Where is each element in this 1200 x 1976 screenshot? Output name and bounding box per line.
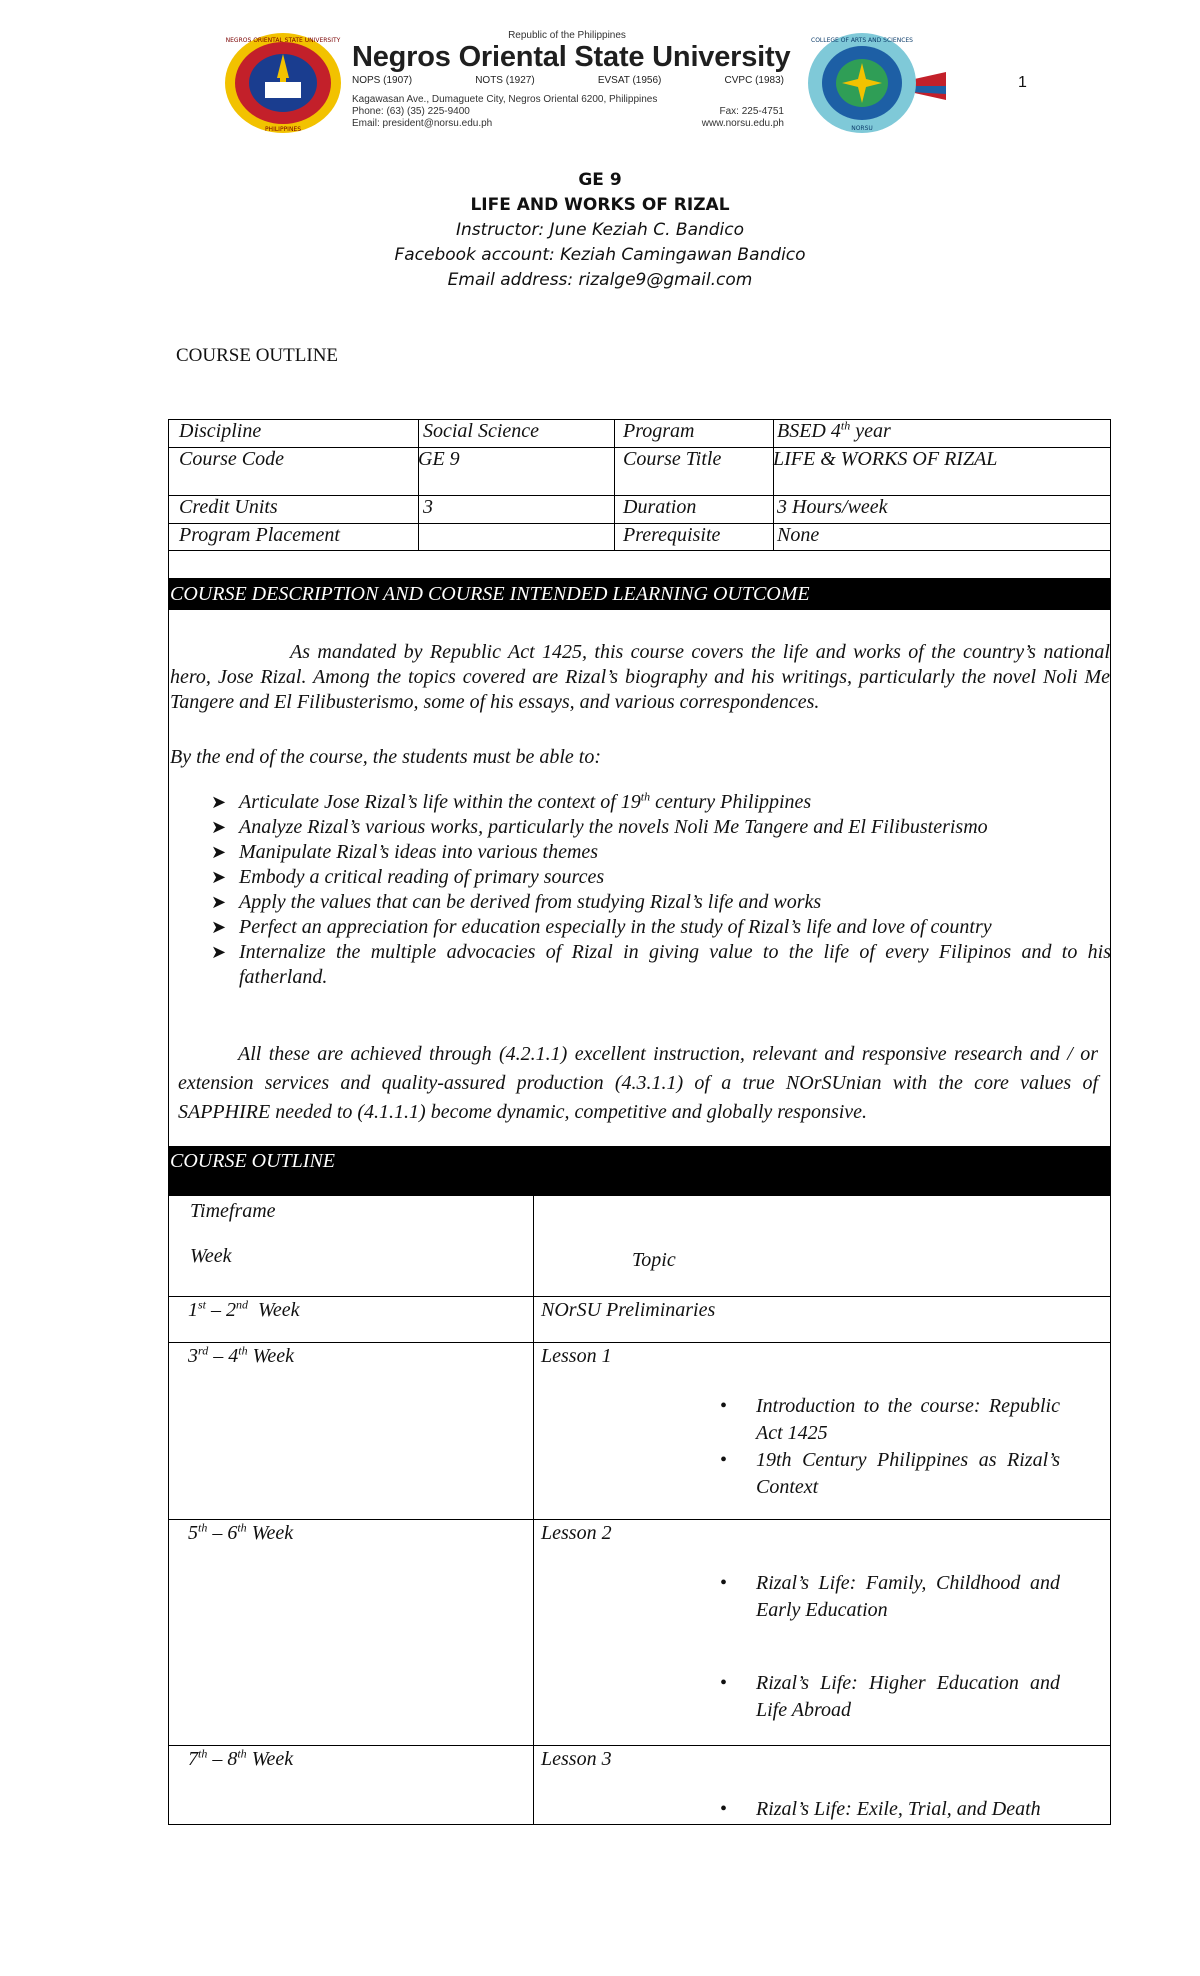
- list-item: • Rizal’s Life: Exile, Trial, and Death: [720, 1796, 1080, 1823]
- learning-outcomes-list: [211, 790, 1111, 990]
- table-rule: [614, 419, 615, 550]
- address-block: [352, 94, 792, 130]
- row-topic: NOrSU Preliminaries: [541, 1299, 716, 1321]
- seal-bottom-text: NORSU: [851, 125, 873, 132]
- bullet-icon: •: [720, 1395, 728, 1417]
- week-header: Week: [190, 1245, 232, 1267]
- course-name-heading: LIFE AND WORKS OF RIZAL: [470, 195, 730, 215]
- outline-header: COURSE OUTLINE: [170, 1150, 336, 1172]
- description-header-bar: [168, 578, 1111, 610]
- program-label: Program: [623, 420, 695, 442]
- list-item: ➤ Apply the values that can be derived from studying Rizal’s life and works: [211, 891, 822, 913]
- description-header: COURSE DESCRIPTION AND COURSE INTENDED LEARNING OUTCOME: [170, 583, 810, 605]
- email-line: Email: president@norsu.edu.ph: [352, 118, 493, 129]
- list-item: ➤ Perfect an appreciation for education especially in the study of Rizal’s life and love of country: [211, 916, 992, 938]
- course-code-heading: GE 9: [578, 170, 622, 190]
- outcomes-lead: By the end of the course, the students must be able to:: [170, 746, 602, 768]
- list-item: ➤ Manipulate Rizal’s ideas into various themes: [211, 841, 599, 863]
- lesson-topics-list: [720, 1570, 1060, 1724]
- lesson-topics-list: [720, 1393, 1060, 1501]
- bullet-icon: •: [720, 1449, 728, 1471]
- college-seal-logo: [806, 30, 946, 136]
- topic-header: Topic: [632, 1249, 676, 1271]
- table-rule: [168, 1296, 1111, 1297]
- course-code-value: GE 9: [418, 448, 460, 470]
- university-seal-logo: [222, 30, 344, 136]
- list-item: • Rizal’s Life: Higher Education and Life Abroad: [720, 1672, 1060, 1721]
- bullet-icon: •: [720, 1798, 728, 1820]
- bullet-icon: •: [720, 1572, 728, 1594]
- website-line: www.norsu.edu.ph: [701, 118, 784, 129]
- seal-ring-text: NEGROS ORIENTAL STATE UNIVERSITY: [225, 37, 341, 44]
- prerequisite-value: None: [777, 524, 820, 546]
- phone-line: Phone: (63) (35) 225-9400: [352, 106, 470, 117]
- table-rule: [168, 1745, 1111, 1746]
- letterhead: [352, 30, 792, 130]
- table-rule: [168, 1519, 1111, 1520]
- credit-units-value: 3: [423, 496, 433, 518]
- discipline-value: Social Science: [423, 420, 540, 442]
- duration-label: Duration: [623, 496, 697, 518]
- year-cvpc: CVPC (1983): [724, 75, 784, 86]
- course-code-label: Course Code: [179, 448, 284, 470]
- instructor-line: Instructor: June Keziah C. Bandico: [455, 220, 745, 240]
- program-value: BSED 4th year: [777, 418, 891, 442]
- credit-units-label: Credit Units: [179, 496, 278, 518]
- fax-line: Fax: 225-4751: [719, 106, 784, 117]
- bullet-icon: •: [720, 1672, 728, 1694]
- row-week: 1st – 2nd Week: [188, 1297, 300, 1321]
- timeframe-header: Timeframe: [190, 1200, 276, 1222]
- arrow-bullet-icon: ➤: [211, 942, 227, 962]
- row-topic: Lesson 2: [541, 1522, 612, 1544]
- arrow-bullet-icon: ➤: [211, 792, 227, 812]
- arrow-bullet-icon: ➤: [211, 892, 227, 912]
- year-nots: NOTS (1927): [475, 75, 535, 86]
- founding-years: [352, 75, 792, 86]
- list-item: ➤ Articulate Jose Rizal’s life within the context of 19th century Philippines: [211, 789, 812, 813]
- closing-paragraph: All these are achieved through (4.2.1.1) excellent instruction, relevant and responsive research and / or extension services and quality-assured production (4.3.1.1) of a true NOrSUnian with the core values of SAPPHIRE needed to (4.1.1.1) become dynamic, competitive and globally responsive.: [178, 1043, 1098, 1123]
- seal-ring-text: COLLEGE OF ARTS AND SCIENCES: [811, 37, 913, 44]
- year-evsat: EVSAT (1956): [597, 75, 662, 86]
- course-outline-label: COURSE OUTLINE: [176, 345, 339, 366]
- row-week: 5th – 6th Week: [188, 1520, 294, 1544]
- university-name: Negros Oriental State University: [352, 41, 791, 73]
- course-title-block: [0, 168, 1200, 293]
- facebook-line: Facebook account: Keziah Camingawan Bandico: [394, 245, 806, 265]
- table-rule: [773, 419, 774, 550]
- list-item: ➤ Analyze Rizal’s various works, particularly the novels Noli Me Tangere and El Filibusterismo: [211, 816, 988, 838]
- arrow-bullet-icon: ➤: [211, 917, 227, 937]
- program-placement-label: Program Placement: [179, 524, 340, 546]
- page-number: 1: [1018, 74, 1027, 91]
- list-item: • Rizal’s Life: Family, Childhood and Early Education: [720, 1572, 1060, 1621]
- table-rule: [168, 550, 1111, 551]
- arrow-bullet-icon: ➤: [211, 817, 227, 837]
- discipline-label: Discipline: [179, 420, 262, 442]
- outline-header-bar: [168, 1146, 1111, 1196]
- address-line: Kagawasan Ave., Dumaguete City, Negros Oriental 6200, Philippines: [352, 94, 658, 105]
- course-title-value: LIFE & WORKS OF RIZAL: [773, 448, 998, 470]
- arrow-bullet-icon: ➤: [211, 867, 227, 887]
- table-rule: [418, 419, 419, 550]
- list-item: ➤ Embody a critical reading of primary sources: [211, 866, 605, 888]
- year-nops: NOPS (1907): [352, 75, 413, 86]
- list-item: ➤ Internalize the multiple advocacies of Rizal in giving value to the life of every Filipinos and to his fatherland.: [211, 941, 1111, 988]
- list-item: • Introduction to the course: Republic Act 1425: [720, 1395, 1060, 1444]
- row-week: 7th – 8th Week: [188, 1746, 294, 1770]
- email-address-line: Email address: rizalge9@gmail.com: [447, 270, 753, 290]
- table-rule: [533, 1196, 534, 1825]
- prerequisite-label: Prerequisite: [623, 524, 721, 546]
- republic-line: Republic of the Philippines: [508, 30, 626, 41]
- table-rule: [168, 1342, 1111, 1343]
- list-item: • 19th Century Philippines as Rizal’s Context: [720, 1449, 1060, 1498]
- course-description-paragraph: As mandated by Republic Act 1425, this course covers the life and works of the country’s national hero, Jose Rizal. Among the topics covered are Rizal’s biography and his writings, particularly the novel Noli Me Tangere and El Filibusterismo, some of his essays, and various correspondences.: [170, 641, 1110, 713]
- seal-bottom-text: PHILIPPINES: [264, 126, 302, 133]
- row-topic: Lesson 3: [541, 1748, 612, 1770]
- lesson-topics-list: [720, 1796, 1080, 1823]
- course-title-label: Course Title: [623, 448, 722, 470]
- duration-value: 3 Hours/week: [777, 496, 888, 518]
- row-week: 3rd – 4th Week: [188, 1343, 295, 1367]
- arrow-bullet-icon: ➤: [211, 842, 227, 862]
- row-topic: Lesson 1: [541, 1345, 612, 1367]
